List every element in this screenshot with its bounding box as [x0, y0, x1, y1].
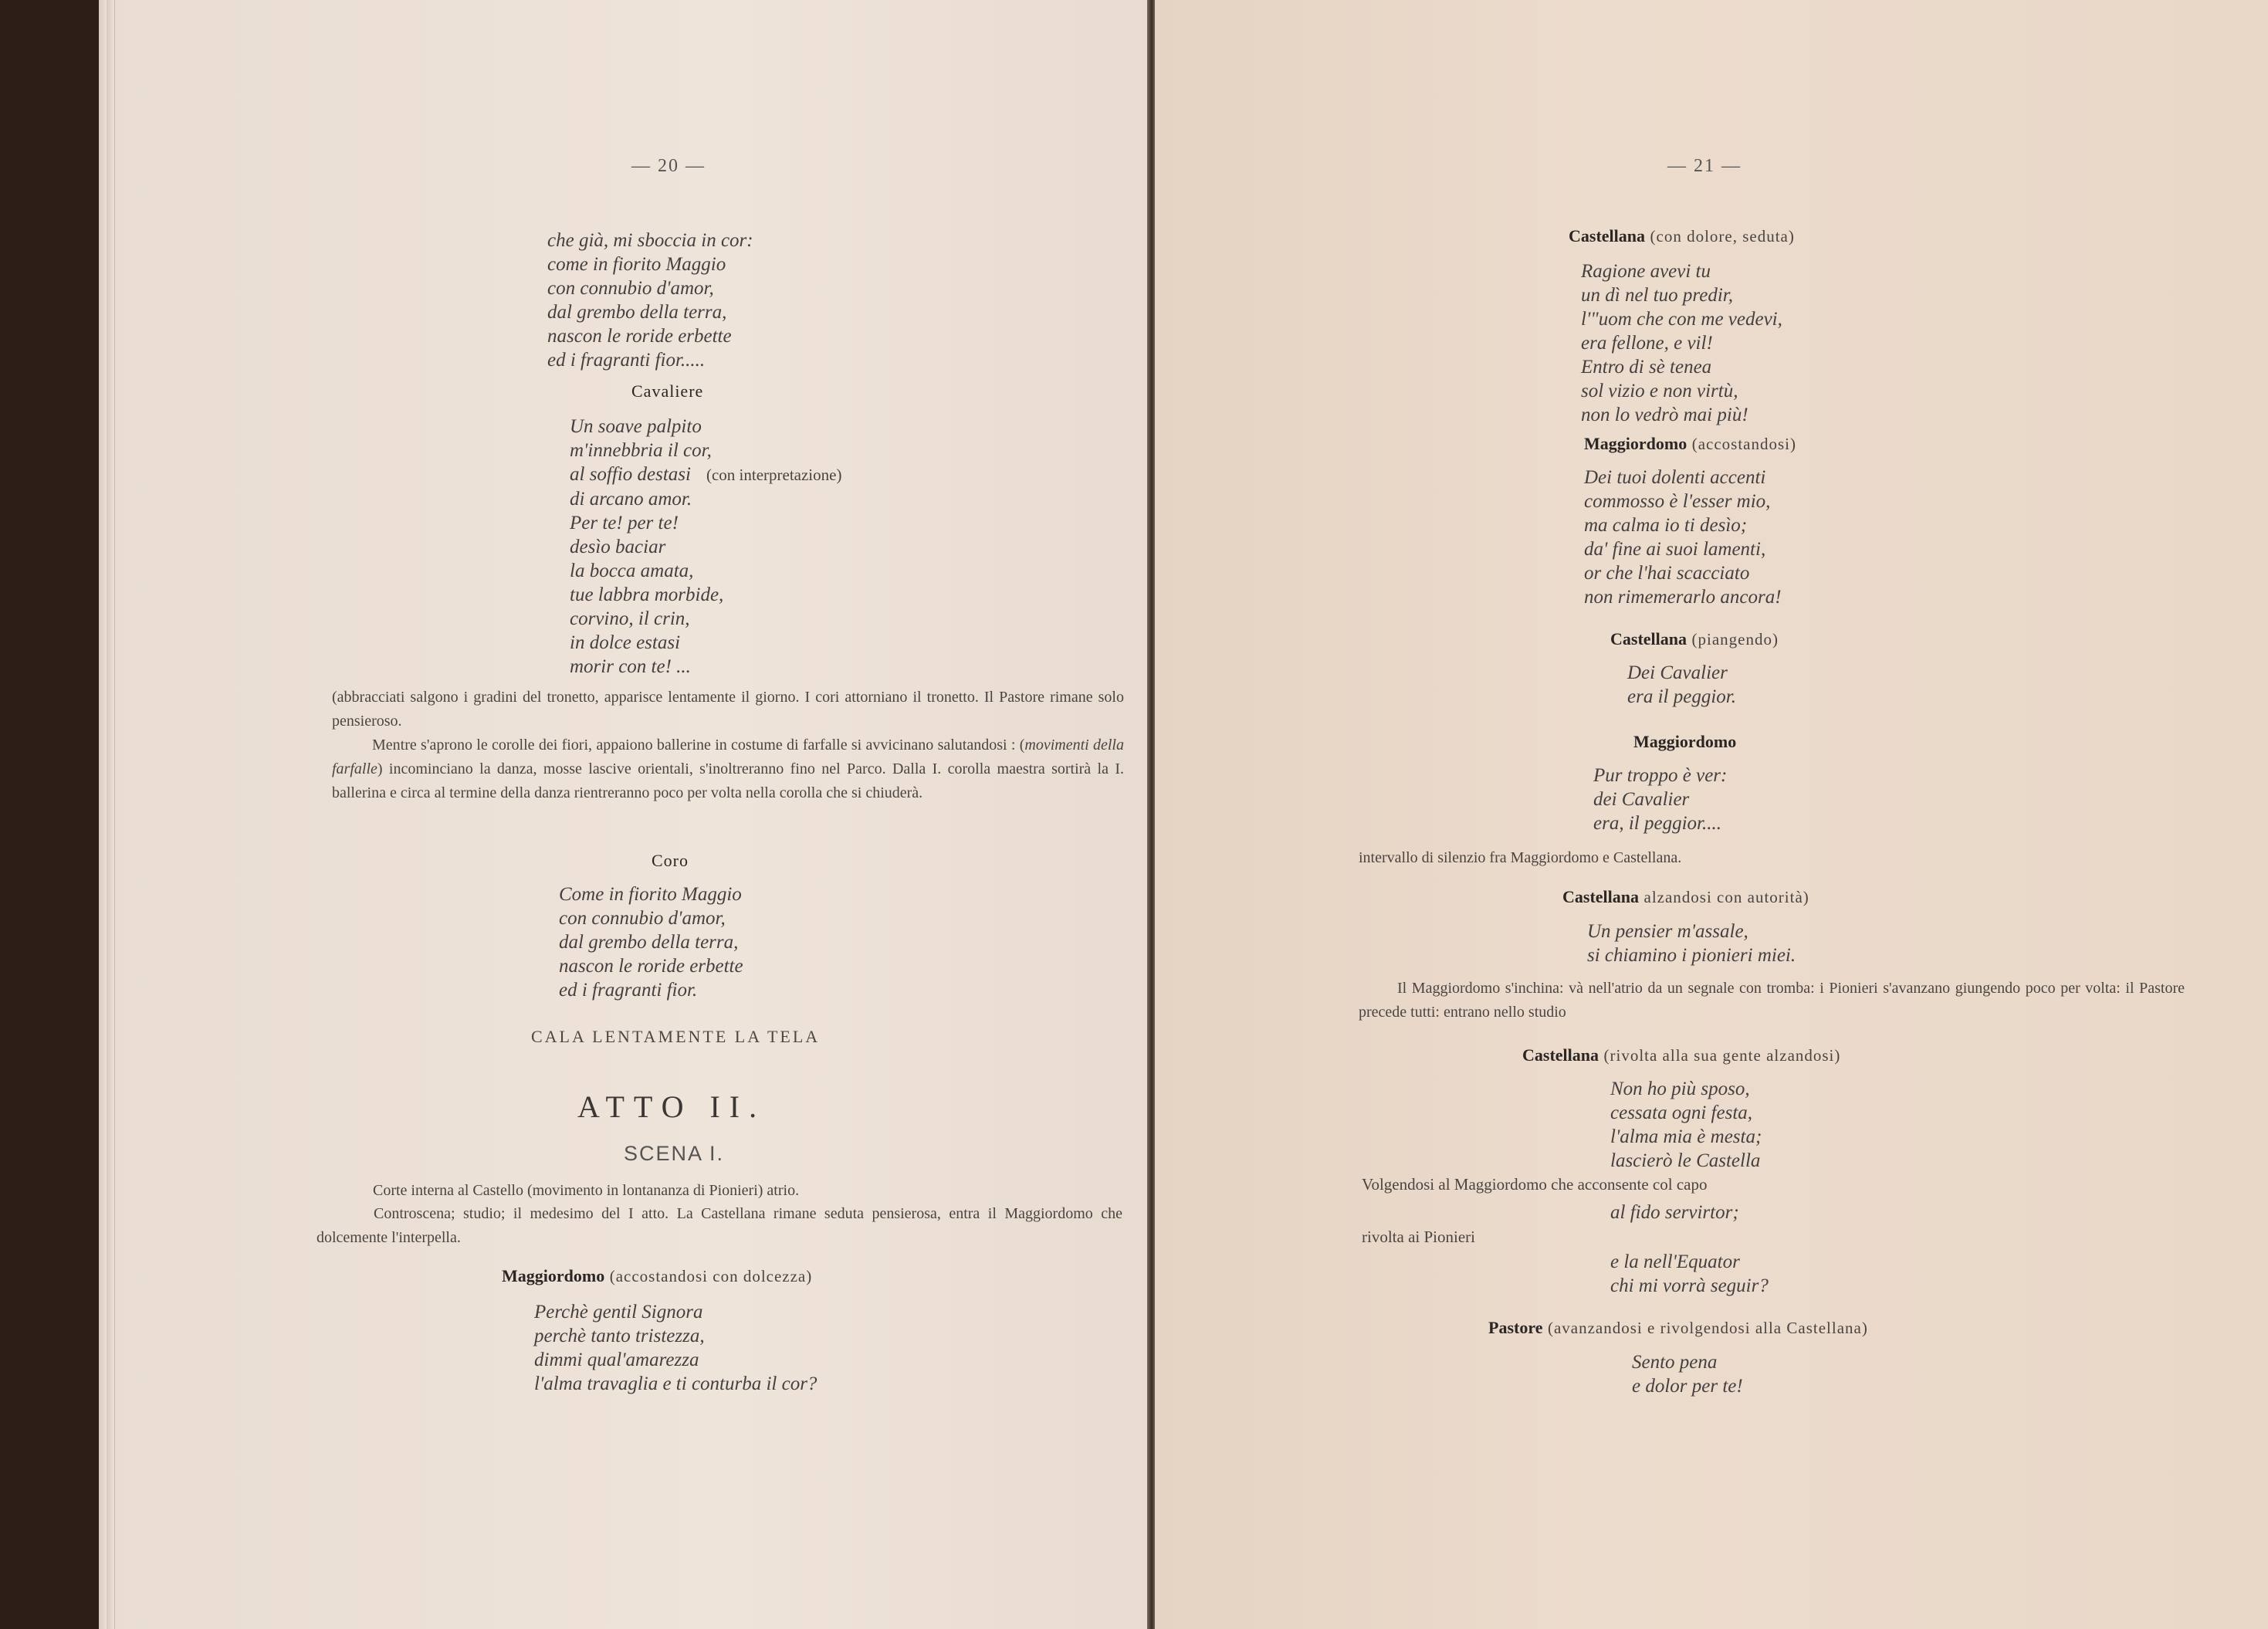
- verse-line: era, il peggior....: [1593, 813, 1721, 834]
- page-number: — 20 —: [631, 156, 706, 176]
- verse-line: Non ho più sposo,: [1610, 1079, 1750, 1099]
- verse-line: Dei Cavalier: [1627, 662, 1728, 683]
- verse-line: Come in fiorito Maggio: [559, 884, 742, 905]
- verse-line: che già, mi sboccia in cor:: [547, 230, 753, 251]
- verse-block: [1593, 764, 1727, 835]
- stage-direction: Mentre s'aprono le corolle dei fiori, appaiono ballerine in costume di farfalle si avvicinano salutandosi : (movimenti della farfalle) incominciano la danza, mosse lascive orientali, s'inoltreranno fino nel Parco. Dalla I. corolla maestra sortirà la I. ballerina e circa al termine della danza rientreranno poco per volta nella corolla che si chiuderà.: [332, 737, 1124, 801]
- verse-line: lascierò le Castella: [1610, 1150, 1761, 1171]
- verse-line: chi mi vorrà seguir?: [1610, 1275, 1769, 1296]
- verse-block: [1610, 1077, 1762, 1173]
- stage-direction: Corte interna al Castello (movimento in lontananza di Pionieri) atrio.: [373, 1182, 800, 1199]
- verse-line: Un soave palpito: [570, 416, 702, 437]
- verse-block: [570, 415, 841, 679]
- stage-direction: Il Maggiordomo s'inchina: và nell'atrio da un segnale con tromba: i Pionieri s'avanzano giungendo poco per volta: il Pastore precede tutti: entrano nello studio: [1359, 980, 2185, 1021]
- stage-direction: (con interpretazione): [706, 466, 842, 484]
- verse-line: ed i fragranti fior.: [559, 980, 698, 1001]
- verse-line: Perchè gentil Signora: [534, 1302, 703, 1323]
- speaker-heading: Pastore (avanzandosi e rivolgendosi alla Castellana): [1488, 1318, 1868, 1337]
- verse-line: come in fiorito Maggio: [547, 254, 726, 275]
- page-leaf-edge: [107, 0, 115, 1629]
- verse-line: l'alma travaglia e ti conturba il cor?: [534, 1373, 817, 1394]
- verse-line: con connubio d'amor,: [559, 908, 726, 929]
- verse-line: l'alma mia è mesta;: [1610, 1126, 1762, 1147]
- verse-line: Sento pena: [1632, 1352, 1718, 1373]
- verse-block: [1610, 1250, 1769, 1298]
- speaker-heading: Cavaliere: [631, 381, 704, 401]
- stage-direction: intervallo di silenzio fra Maggiordomo e Castellana.: [1359, 849, 1682, 866]
- verse-line: desìo baciar: [570, 537, 666, 557]
- stage-direction: rivolta ai Pionieri: [1362, 1228, 1475, 1246]
- speaker-heading: Maggiordomo: [1633, 732, 1737, 751]
- verse-line: commosso è l'esser mio,: [1584, 491, 1771, 512]
- left-page: [99, 0, 1149, 1629]
- verse-line: con connubio d'amor,: [547, 278, 714, 299]
- verse-line: ma calma io ti desìo;: [1584, 515, 1748, 536]
- verse-line: non lo vedrò mai più!: [1581, 405, 1748, 425]
- verse-line: dimmi qual'amarezza: [534, 1350, 699, 1370]
- verse-block: [559, 882, 743, 1002]
- speaker-heading: Castellana alzandosi con autorità): [1562, 887, 1809, 906]
- verse-block: [1584, 466, 1782, 609]
- verse-line: sol vizio e non virtù,: [1581, 381, 1738, 401]
- verse-line: e dolor per te!: [1632, 1376, 1743, 1397]
- verse-line: si chiamino i pionieri miei.: [1587, 945, 1796, 966]
- verse-line: da' fine ai suoi lamenti,: [1584, 539, 1766, 560]
- verse-line: l'"uom che con me vedevi,: [1581, 309, 1782, 330]
- verse-line: in dolce estasi: [570, 632, 681, 653]
- verse-line: dal grembo della terra,: [547, 302, 727, 323]
- verse-block: [547, 229, 753, 372]
- stage-direction: Controscena; studio; il medesimo del I atto. La Castellana rimane seduta pensierosa, entra il Maggiordomo che dolcemente l'interpella.: [317, 1205, 1122, 1246]
- verse-block: [534, 1300, 817, 1396]
- act-title: ATTO II.: [577, 1089, 767, 1124]
- verse-line: perchè tanto tristezza,: [534, 1326, 705, 1346]
- verse-line: al fido servirtor;: [1610, 1202, 1739, 1223]
- verse-line: e la nell'Equator: [1610, 1251, 1740, 1272]
- right-page: [1155, 0, 2268, 1629]
- verse-line: morir con te! ...: [570, 656, 691, 677]
- stage-direction: (abbracciati salgono i gradini del tronetto, apparisce lentamente il giorno. I cori attorniano il tronetto. Il Pastore rimane solo pensieroso.: [332, 689, 1124, 730]
- verse-line: Un pensier m'assale,: [1587, 921, 1748, 942]
- stage-direction: Volgendosi al Maggiordomo che acconsente col capo: [1362, 1175, 1708, 1194]
- verse-line: un dì nel tuo predir,: [1581, 285, 1733, 306]
- verse-line: Pur troppo è ver:: [1593, 765, 1728, 786]
- verse-line: nascon le roride erbette: [559, 956, 743, 977]
- verse-line: ed i fragranti fior.....: [547, 350, 706, 371]
- verse-line: al soffio destasi (con interpretazione): [570, 464, 842, 485]
- speaker-heading: Maggiordomo (accostandosi): [1584, 434, 1796, 453]
- verse-block: [1587, 919, 1796, 967]
- verse-line: tue labbra morbide,: [570, 584, 724, 605]
- speaker-heading: Coro: [652, 851, 689, 870]
- speaker-heading: Maggiordomo (accostandosi con dolcezza): [502, 1266, 813, 1285]
- verse-block: [1581, 259, 1782, 427]
- verse-line: Ragione avevi tu: [1581, 261, 1711, 282]
- verse-line: Dei tuoi dolenti accenti: [1584, 467, 1766, 488]
- speaker-heading: Castellana (rivolta alla sua gente alzandosi): [1522, 1045, 1841, 1065]
- verse-block: [1632, 1350, 1743, 1398]
- scene-title: SCENA I.: [624, 1142, 725, 1165]
- page-number: — 21 —: [1667, 156, 1742, 176]
- verse-line: cessata ogni festa,: [1610, 1102, 1753, 1123]
- verse-line: non rimemerarlo ancora!: [1584, 587, 1782, 608]
- verse-line: nascon le roride erbette: [547, 326, 732, 347]
- verse-line: la bocca amata,: [570, 560, 694, 581]
- speaker-heading: Castellana (piangendo): [1610, 629, 1779, 649]
- verse-line: di arcano amor.: [570, 489, 692, 510]
- curtain-direction: CALA LENTAMENTE LA TELA: [531, 1027, 821, 1046]
- verse-line: era fellone, e vil!: [1581, 333, 1713, 354]
- verse-line: corvino, il crin,: [570, 608, 690, 629]
- verse-block: [1627, 661, 1736, 709]
- verse-line: Per te! per te!: [570, 513, 679, 533]
- verse-line: dal grembo della terra,: [559, 932, 739, 953]
- verse-line: m'innebbria il cor,: [570, 440, 712, 461]
- verse-line: dei Cavalier: [1593, 789, 1690, 810]
- verse-line: era il peggior.: [1627, 686, 1736, 707]
- speaker-heading: Castellana (con dolore, seduta): [1569, 226, 1795, 246]
- verse-line: Entro di sè tenea: [1581, 357, 1712, 378]
- verse-line: or che l'hai scacciato: [1584, 563, 1750, 584]
